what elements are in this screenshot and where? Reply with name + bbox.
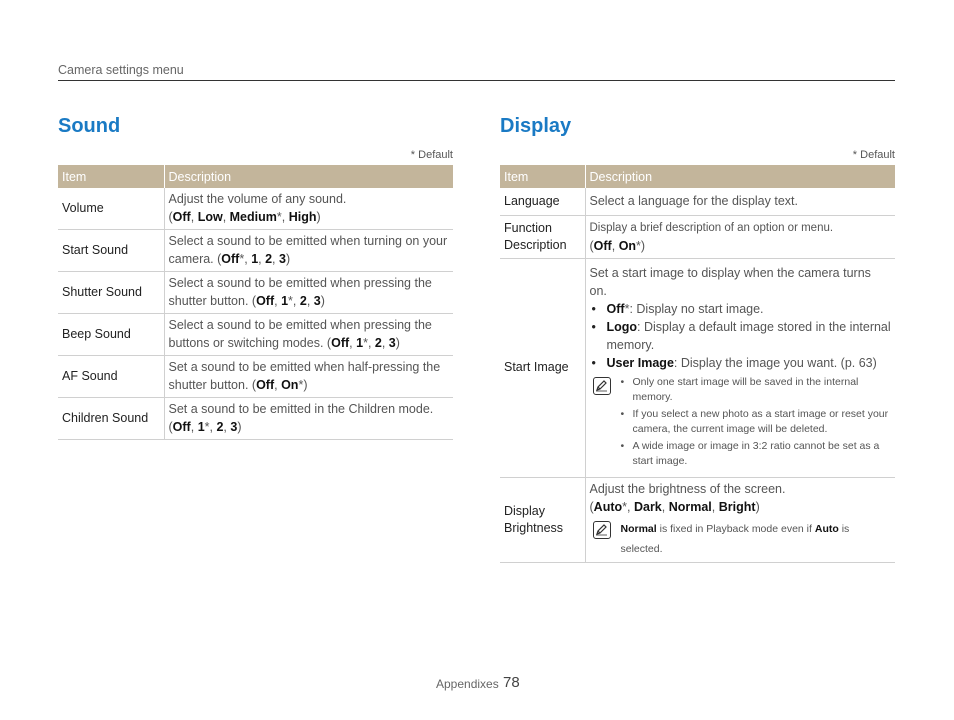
footer-section-label: Appendixes	[436, 677, 499, 691]
option-value: High	[288, 210, 317, 224]
option-value: Medium	[229, 210, 277, 224]
option-value: On	[281, 378, 299, 392]
column-header-description: Description	[164, 165, 453, 188]
table-header-row	[500, 165, 895, 188]
note-list	[621, 375, 892, 471]
option-value: 1	[251, 252, 259, 266]
row-item-function-description	[500, 215, 585, 258]
note-item: • A wide image or image in 3:2 ratio cannot be set as a start image.	[621, 439, 892, 470]
default-marker: *	[363, 336, 368, 350]
description-text: Set a start image to display when the camera turns on.	[589, 265, 871, 298]
display-table	[500, 165, 895, 563]
option-value: 2	[374, 336, 382, 350]
default-marker: *	[624, 301, 630, 316]
option-value: Off	[172, 420, 191, 434]
default-marker: *	[239, 252, 245, 266]
option-value: 2	[265, 252, 273, 266]
default-marker: *	[636, 238, 641, 253]
row-description-beep-sound: Select a sound to be emitted when pressing the buttons or switching modes. (Off, 1*, 2, 3)	[164, 314, 453, 356]
note-text: A wide image or image in 3:2 ratio cannot be set as a start image.	[632, 439, 880, 467]
table-row	[58, 314, 453, 356]
option-value: Normal	[668, 499, 712, 514]
bullet-text: : Display the image you want. (p. 63)	[673, 355, 877, 370]
row-item-volume: Volume	[58, 188, 164, 230]
row-description-volume: Adjust the volume of any sound. (Off, Low, Medium*, High)	[164, 188, 453, 230]
row-item-start-image: Start Image	[500, 258, 585, 477]
item-label-line: Brightness	[504, 520, 564, 535]
option-value: Low	[197, 210, 223, 224]
row-description-shutter-sound: Select a sound to be emitted when pressing the shutter button. (Off, 1*, 2, 3)	[164, 272, 453, 314]
option-value: 3	[279, 252, 286, 266]
running-header: Camera settings menu	[58, 63, 184, 77]
option-value: Dark	[633, 499, 662, 514]
item-label-line: Display	[504, 503, 545, 518]
description-text: Select a sound to be emitted when pressing the shutter button.	[168, 276, 432, 308]
note-item: • If you select a new photo as a start image or reset your camera, the current image will be deleted.	[621, 407, 892, 438]
table-row	[500, 215, 895, 258]
description-text: Adjust the brightness of the screen.	[589, 481, 786, 496]
note-item: • Only one start image will be saved in the internal memory.	[621, 375, 892, 406]
bullet-icon: •	[591, 319, 596, 334]
display-section	[500, 113, 895, 563]
option-value: 2	[299, 294, 307, 308]
row-description-function-description: Display a brief description of an option or menu. (Off, On*)	[585, 215, 895, 258]
option-value: Off	[221, 252, 240, 266]
note-text: If you select a new photo as a start image or reset your camera, the current image will be deleted.	[632, 407, 889, 435]
row-description-display-brightness	[585, 477, 895, 562]
option-list: (Auto*, Dark, Normal, Bright)	[589, 499, 760, 514]
description-text: Display a brief description of an option or menu.	[589, 221, 834, 234]
table-row	[58, 230, 453, 272]
row-description-af-sound: Set a sound to be emitted when half-pressing the shutter button. (Off, On*)	[164, 356, 453, 398]
sound-default-note: * Default	[410, 149, 453, 161]
sound-title: Sound	[58, 115, 121, 137]
description-text: Adjust the volume of any sound.	[168, 192, 347, 206]
description-text: Select a sound to be emitted when turning on your camera.	[168, 234, 448, 266]
page-number: 78	[503, 674, 520, 691]
row-item-display-brightness	[500, 477, 585, 562]
default-marker: *	[622, 499, 628, 514]
note-pencil-icon	[593, 377, 611, 395]
note-fragment: is fixed in Playback mode even if	[656, 522, 815, 535]
option-value: Bright	[718, 499, 756, 514]
option-value: Off	[331, 336, 350, 350]
sound-table	[58, 165, 453, 440]
option-value: Off	[606, 301, 625, 316]
option-value: 3	[388, 336, 396, 350]
note-pencil-icon	[593, 521, 611, 539]
note-text: Only one start image will be saved in the internal memory.	[632, 375, 859, 403]
table-row	[58, 356, 453, 398]
option-value: Off	[593, 238, 612, 253]
note-box	[590, 375, 892, 471]
item-label-line: Function	[504, 220, 552, 235]
table-row	[58, 188, 453, 230]
sound-section	[58, 113, 453, 440]
description-text: Set a sound to be emitted when half-pressing the shutter button.	[168, 360, 441, 392]
display-default-note: * Default	[852, 149, 895, 161]
row-item-start-sound: Start Sound	[58, 230, 164, 272]
list-item	[590, 300, 892, 318]
bullet-text: : Display a default image stored in the internal memory.	[606, 319, 891, 352]
option-value: Off	[256, 294, 275, 308]
note-text	[621, 519, 892, 559]
table-row	[500, 477, 895, 562]
table-row	[58, 272, 453, 314]
option-value: 1	[281, 294, 289, 308]
option-value: 1	[356, 336, 364, 350]
item-label-line: Description	[504, 237, 567, 252]
option-value: Normal	[620, 522, 657, 535]
option-value: Logo	[606, 319, 638, 334]
row-item-children-sound: Children Sound	[58, 398, 164, 440]
option-value: On	[618, 238, 637, 253]
table-row	[58, 398, 453, 440]
header-divider	[58, 80, 895, 81]
row-item-language: Language	[500, 188, 585, 215]
bullet-icon: •	[591, 355, 596, 370]
option-value: Off	[172, 210, 191, 224]
default-marker: *	[204, 420, 210, 434]
list-item	[590, 318, 892, 354]
option-value: Auto	[814, 522, 839, 535]
option-value: User Image	[606, 355, 674, 370]
option-value: Auto	[593, 499, 623, 514]
bullet-icon: •	[591, 301, 596, 316]
option-value: 3	[230, 420, 238, 434]
description-text: Select a sound to be emitted when pressing the buttons or switching modes.	[168, 318, 432, 350]
row-item-beep-sound: Beep Sound	[58, 314, 164, 356]
row-description-start-image	[585, 258, 895, 477]
row-description-language: Select a language for the display text.	[585, 188, 895, 215]
row-description-start-sound: Select a sound to be emitted when turning on your camera. (Off*, 1, 2, 3)	[164, 230, 453, 272]
column-header-item: Item	[500, 165, 585, 188]
default-marker: *	[288, 294, 293, 308]
option-value: Off	[256, 378, 275, 392]
display-title: Display	[500, 115, 572, 137]
table-row	[500, 188, 895, 215]
option-value: 1	[197, 420, 205, 434]
row-description-children-sound: Set a sound to be emitted in the Children mode. (Off, 1*, 2, 3)	[164, 398, 453, 440]
note-fragment: is selected.	[620, 522, 850, 555]
column-header-item: Item	[58, 165, 164, 188]
default-marker: *	[298, 378, 304, 392]
row-item-af-sound: AF Sound	[58, 356, 164, 398]
note-box	[590, 519, 892, 559]
row-item-shutter-sound: Shutter Sound	[58, 272, 164, 314]
list-item	[590, 354, 892, 372]
bullet-text: : Display no start image.	[629, 301, 764, 316]
description-text: Set a sound to be emitted in the Children mode.	[168, 402, 434, 416]
default-marker: *	[276, 210, 282, 224]
column-header-description: Description	[585, 165, 895, 188]
table-row	[500, 258, 895, 477]
option-value: 2	[216, 420, 224, 434]
table-header-row	[58, 165, 453, 188]
option-value: 3	[313, 294, 321, 308]
